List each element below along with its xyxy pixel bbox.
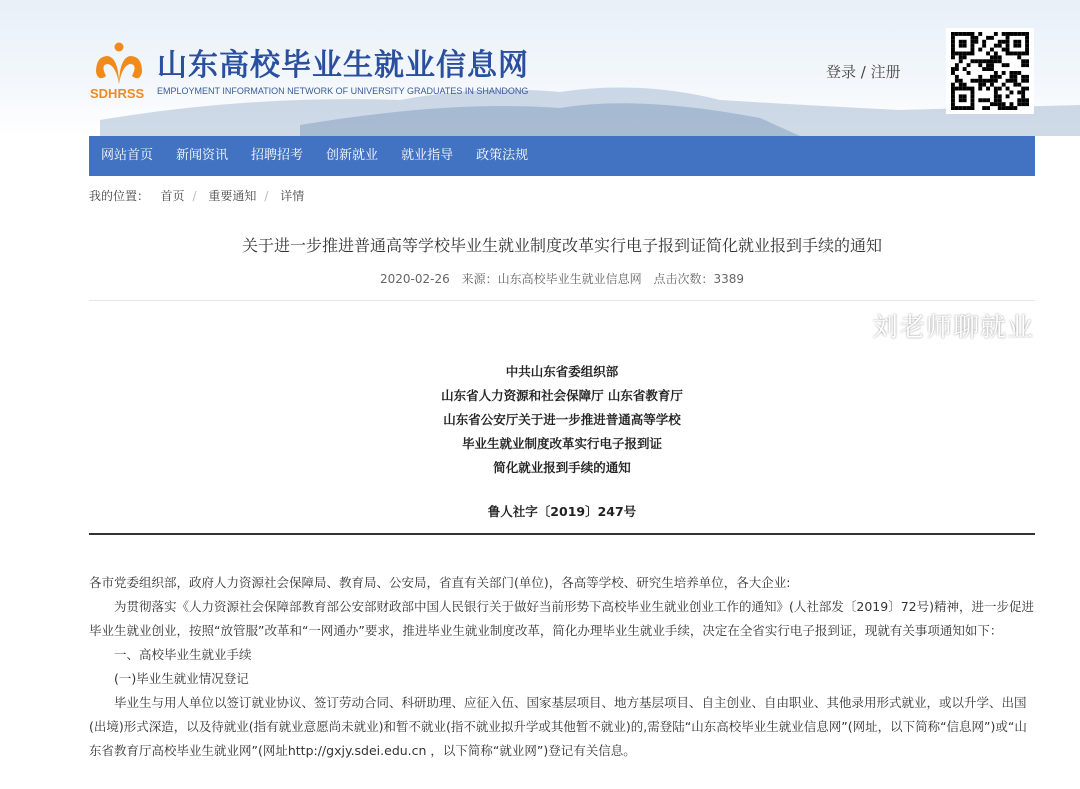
- article-date: 2020-02-26: [380, 272, 450, 286]
- login-link[interactable]: 登录: [826, 63, 857, 81]
- article-meta: [89, 270, 1035, 287]
- nav-recruitment[interactable]: 招聘招考: [251, 148, 304, 163]
- document-number: 鲁人社字〔2019〕247号: [487, 504, 637, 519]
- breadcrumb: 我的位置： 首页 / 重要通知 / 详情: [89, 189, 305, 203]
- qr-code: [946, 28, 1034, 114]
- paragraph: 各市党委组织部，政府人力资源社会保障局、教育局、公安局，省直有关部门(单位)，各高等学校、研究生培养单位，各大企业:: [89, 575, 791, 590]
- register-link[interactable]: 注册: [870, 63, 901, 81]
- breadcrumb-label: 我的位置：: [89, 189, 150, 203]
- paragraph: 为贯彻落实《人力资源社会保障部教育部公安部财政部中国人民银行关于做好当前形势下高校毕业生就业创业工作的通知》(人社部发〔2019〕72号)精神，进一步促进毕业生就业创业，按照“放管服”改革和“一网通办”要求，推进毕业生就业制度改革，简化办理毕业生就业手续，决定在全省实行电子报到证，现就有关事项通知如下：: [89, 599, 1034, 638]
- logo-icon: [92, 42, 146, 86]
- breadcrumb-notices[interactable]: 重要通知: [208, 189, 257, 203]
- article-source: 来源：山东高校毕业生就业信息网: [461, 272, 642, 286]
- breadcrumb-home[interactable]: 首页: [160, 189, 185, 203]
- heading-line: 山东省人力资源和社会保障厅 山东省教育厅: [441, 388, 683, 403]
- document-rule: [89, 533, 1035, 535]
- heading-line: 中共山东省委组织部: [505, 364, 619, 379]
- divider: [89, 300, 1035, 301]
- paragraph: 毕业生与用人单位以签订就业协议、签订劳动合同、科研助理、应征入伍、国家基层项目、地方基层项目、自主创业、自由职业、其他录用形式就业，或以升学、出国(出境)形式深造，以及待就业(指有就业意愿尚未就业)和暂不就业(指不就业拟升学或其他暂不就业)的,需登陆“山东高校毕业生就业信息网”(网址，以下简称“信息网”)或“山东省教育厅高校毕业生就业网”(网址http://gxjy.sdei.edu.cn ，以下简称“就业网”)登记有关信息。: [89, 695, 1027, 758]
- site-name: 山东高校毕业生就业信息网: [157, 48, 529, 83]
- heading-line: 毕业生就业制度改革实行电子报到证: [461, 436, 662, 451]
- document-heading: [89, 360, 1035, 480]
- nav-guidance[interactable]: 就业指导: [401, 148, 454, 163]
- heading-line: 山东省公安厅关于进一步推进普通高等学校: [443, 412, 681, 427]
- separator: /: [860, 63, 866, 81]
- nav-policy[interactable]: 政策法规: [476, 148, 529, 163]
- auth-links: [826, 61, 901, 82]
- nav-innovation[interactable]: 创新就业: [326, 148, 379, 163]
- article-body: [89, 571, 1035, 763]
- site-header: [0, 0, 1080, 136]
- main-nav: [89, 136, 1035, 176]
- heading-line: 简化就业报到手续的通知: [493, 460, 631, 475]
- article-views: 点击次数：3389: [653, 272, 744, 286]
- nav-home[interactable]: 网站首页: [101, 148, 154, 163]
- watermark: 刘老师聊就业: [871, 313, 1034, 343]
- article-title: 关于进一步推进普通高等学校毕业生就业制度改革实行电子报到证简化就业报到手续的通知: [241, 236, 882, 255]
- site-logo[interactable]: [90, 42, 146, 101]
- site-abbr: SDHRSS: [90, 86, 145, 101]
- paragraph: 一、高校毕业生就业手续: [114, 647, 252, 662]
- site-english-name: EMPLOYMENT INFORMATION NETWORK OF UNIVERSITY GRADUATES IN SHANDONG: [157, 86, 529, 96]
- paragraph: (一)毕业生就业情况登记: [114, 671, 249, 686]
- nav-news[interactable]: 新闻资讯: [176, 148, 229, 163]
- breadcrumb-current: 详情: [280, 189, 305, 203]
